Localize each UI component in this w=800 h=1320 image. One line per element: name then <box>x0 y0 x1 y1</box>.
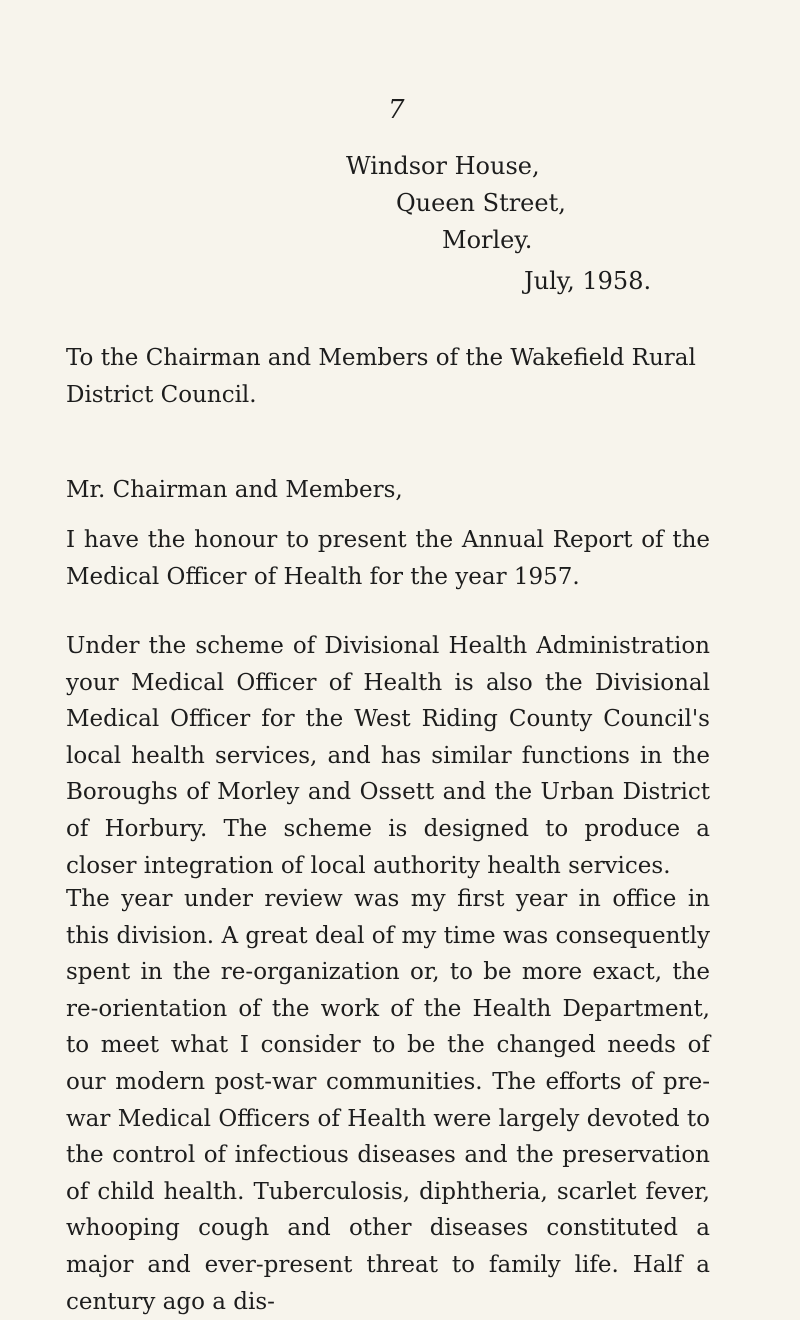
salutation: Mr. Chairman and Members, <box>66 477 403 503</box>
addressee-line-1: To the Chairman and Members of the Wakefield Rural <box>66 345 696 371</box>
addressee-line-2: District Council. <box>66 381 257 408</box>
sender-address <box>346 148 566 259</box>
addressee <box>66 340 710 413</box>
paragraph-3: The year under review was my first year in office in this division. A great deal of my time was consequently spent in the re-organization or, to be more exact, the re-orientation of the work of the Health Department, to meet what I consider to be the changed needs of our modern post-war communities. The efforts of pre-war Medical Officers of Health were largely devoted to the control of infectious diseases and the preservation of child health. Tuberculosis, diphtheria, scarlet fever, whooping cough and other diseases constituted a major and ever-present threat to family life. Half a century ago a dis- <box>66 886 710 1315</box>
paragraph-2: Under the scheme of Divisional Health Administration your Medical Officer of Health is also the Divisional Medical Officer for the West Riding County Council's local health services, and has similar functions in the Boroughs of Morley and Ossett and the Urban District of Horbury. The scheme is designed to produce a closer integration of local authority health services. <box>66 633 710 879</box>
page-number: 7 <box>388 95 405 125</box>
paragraph-1: I have the honour to present the Annual Report of the Medical Officer of Health for the year 1957. <box>66 527 710 590</box>
address-line-2: Queen Street, <box>396 189 566 217</box>
letter-date: July, 1958. <box>524 267 652 295</box>
address-line-3: Morley. <box>442 226 533 254</box>
address-line-1: Windsor House, <box>346 152 540 180</box>
